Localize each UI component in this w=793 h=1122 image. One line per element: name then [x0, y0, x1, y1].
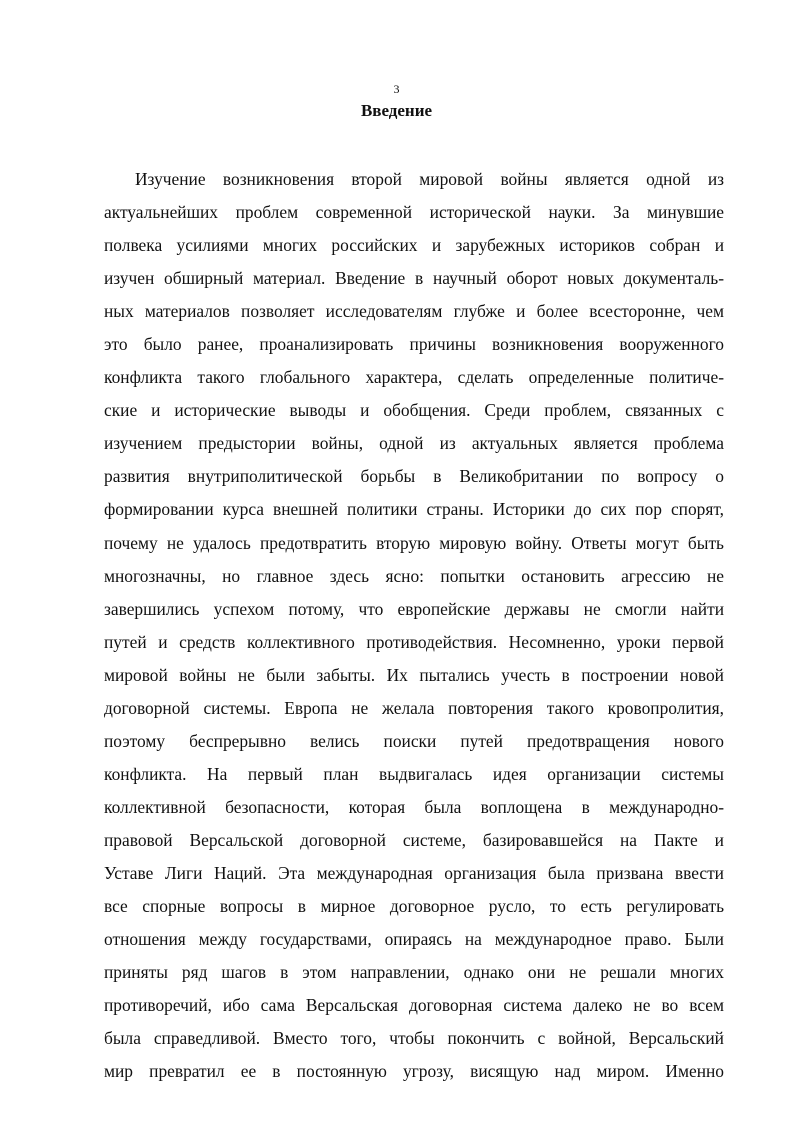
paragraph-line: Изучение возникновения второй мировой войны является одной из: [135, 169, 724, 189]
paragraph-line: развития внутриполитической борьбы в Великобритании по вопросу о: [104, 466, 724, 487]
paragraph-line: конфликта такого глобального характера, сделать определенные политиче-: [104, 367, 724, 388]
paragraph-line: ных материалов позволяет исследователям глубже и более всесторонне, чем: [104, 301, 724, 322]
paragraph-line: завершились успехом потому, что европейские державы не смогли найти: [104, 598, 724, 619]
paragraph-line: все спорные вопросы в мирное договорное русло, то есть регулировать: [104, 896, 724, 917]
paragraph-line: правовой Версальской договорной системе, базировавшейся на Пакте и: [104, 829, 724, 850]
paragraph-line: многозначны, но главное здесь ясно: попытки остановить агрессию не: [104, 565, 724, 586]
paragraph-line: Уставе Лиги Наций. Эта международная организация была призвана ввести: [104, 862, 724, 883]
page-number: 3: [393, 82, 400, 96]
paragraph-line: формировании курса внешней политики страны. Историки до сих пор спорят,: [104, 499, 724, 520]
paragraph-line: путей и средств коллективного противодействия. Несомненно, уроки первой: [104, 631, 724, 652]
paragraph-line: конфликта. На первый план выдвигалась идея организации системы: [104, 763, 724, 784]
paragraph-line: полвека усилиями многих российских и зарубежных историков собран и: [104, 235, 724, 256]
paragraph-line: приняты ряд шагов в этом направлении, однако они не решали многих: [104, 962, 724, 983]
paragraph-line: договорной системы. Европа не желала повторения такого кровопролития,: [104, 697, 724, 718]
paragraph-line: была справедливой. Вместо того, чтобы покончить с войной, Версальский: [104, 1028, 724, 1049]
section-heading: Введение: [360, 101, 433, 120]
paragraph-line: актуальнейших проблем современной исторической науки. За минувшие: [104, 202, 724, 223]
paragraph-line: поэтому беспрерывно велись поиски путей предотвращения нового: [104, 730, 724, 751]
paragraph-line: изучен обширный материал. Введение в научный оборот новых документаль-: [104, 268, 724, 289]
paragraph-line: изучением предыстории войны, одной из актуальных является проблема: [104, 433, 724, 454]
paragraph-line: противоречий, ибо сама Версальская договорная система далеко не во всем: [104, 995, 724, 1016]
paragraph-line: это было ранее, проанализировать причины возникновения вооруженного: [104, 334, 724, 355]
paragraph-line: мировой войны не были забыты. Их пытались учесть в построении новой: [104, 664, 724, 685]
paragraph-line: ские и исторические выводы и обобщения. Среди проблем, связанных с: [104, 400, 724, 421]
paragraph-line: коллективной безопасности, которая была воплощена в международно-: [104, 796, 724, 817]
body-paragraph: [104, 163, 724, 1088]
paragraph-line: мир превратил ее в постоянную угрозу, висящую над миром. Именно: [104, 1061, 724, 1082]
paragraph-line: отношения между государствами, опираясь на международное право. Были: [104, 929, 724, 950]
paragraph-line: почему не удалось предотвратить вторую мировую войну. Ответы могут быть: [104, 532, 724, 553]
